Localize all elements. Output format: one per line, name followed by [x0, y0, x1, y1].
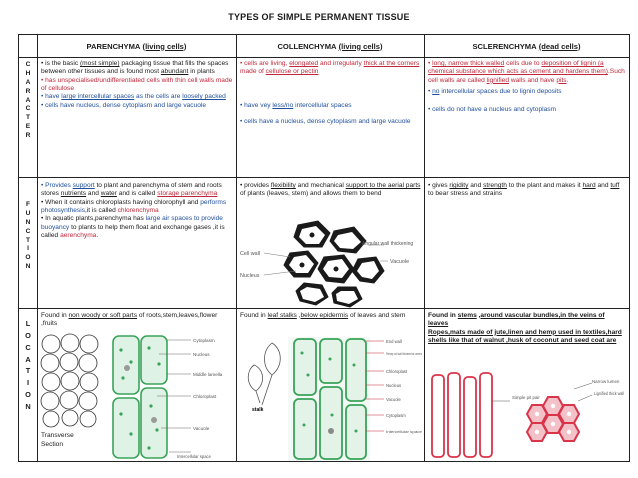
cell-shape — [41, 354, 59, 372]
cell-shape — [80, 373, 98, 391]
letter: A — [25, 96, 31, 104]
text: and — [595, 182, 611, 189]
lumen-dot — [551, 404, 555, 408]
letter: A — [25, 78, 31, 86]
text: . — [566, 76, 569, 84]
cell-shape — [464, 377, 476, 457]
cell-shape — [41, 392, 59, 410]
text: support — [72, 182, 95, 189]
text: large air spaces to provide buoyancy — [41, 215, 223, 231]
letter: N — [25, 263, 31, 271]
text: chlorenchyma — [117, 207, 159, 215]
function-collenchyma — [238, 181, 423, 200]
chloroplast-dot — [121, 376, 124, 379]
lumen-dot — [567, 412, 571, 416]
function-parenchyma — [39, 181, 235, 242]
nucleus-dot — [151, 417, 157, 423]
cell-shape — [62, 410, 78, 426]
text: below epidermis — [300, 312, 349, 319]
letter: F — [25, 201, 31, 208]
cell-shape — [60, 353, 78, 371]
chloroplast-dot — [147, 446, 150, 449]
text: • cells do not have a nucleus and cytoplasm — [428, 106, 557, 114]
text: .Such cell walls are called — [428, 68, 625, 84]
collenchyma-location-diagram — [238, 335, 423, 461]
cell-shape — [320, 387, 342, 459]
row-label-function — [19, 201, 37, 272]
text: Ropes,mats made of jute,linen and hemp used in textiles,hard shells like that of walnut ,husk of coconut and seed coat are — [428, 328, 622, 345]
divider — [19, 57, 629, 58]
chloroplast-dot — [119, 348, 122, 351]
header-sclerenchyma — [424, 35, 629, 57]
collenchyma-diagram — [238, 213, 423, 307]
text: Transverse Section — [41, 432, 74, 448]
letter: T — [25, 236, 31, 244]
chloroplast-dot — [329, 358, 332, 361]
cell-shape — [80, 411, 96, 427]
text: • cells have a nucleus, dense cytoplasm and large vacuole — [240, 118, 411, 126]
chloroplast-dot — [155, 428, 158, 431]
cell-shape — [432, 375, 444, 457]
chloroplast-dot — [149, 404, 152, 407]
text: • have — [41, 93, 62, 101]
text: in plants — [188, 68, 215, 76]
leaf-outline — [248, 365, 262, 391]
characters-collenchyma — [238, 59, 423, 127]
label-cytoplasm: Cytoplasm — [386, 413, 406, 418]
text: to bear stress and strains — [428, 190, 503, 198]
letter: O — [25, 390, 31, 400]
text: storage parenchyma — [157, 190, 218, 198]
header-collenchyma — [236, 35, 424, 57]
cell-shape — [320, 339, 342, 383]
text: • provides — [240, 182, 271, 189]
text: and is called — [116, 190, 158, 198]
label-cytoplasm: Cytoplasm — [193, 338, 215, 343]
chloroplast-dot — [147, 346, 150, 349]
letter: O — [25, 254, 31, 262]
text: • When it contains chloroplasts having chlorophyll and — [41, 198, 201, 206]
cell-shape — [79, 392, 97, 410]
text: cells due to — [504, 60, 542, 67]
divider — [19, 177, 629, 178]
text: ,it is called — [85, 207, 118, 215]
text: • Provides — [41, 182, 73, 189]
location-sclerenchyma — [426, 311, 628, 346]
cell-shape — [43, 411, 59, 427]
letter: T — [25, 114, 31, 122]
text: long, narrow thick walled — [432, 60, 505, 67]
text: flexibility — [270, 182, 296, 189]
text: • — [428, 60, 433, 67]
text: strength — [483, 182, 507, 189]
header-qualifier: (dead cells) — [538, 41, 581, 51]
chloroplast-dot — [301, 352, 304, 355]
nucleus-dot — [310, 233, 315, 238]
label-simple-pit: Simple pit pair — [512, 395, 540, 400]
text: and mechanical — [295, 182, 346, 189]
text: and — [86, 190, 101, 198]
nucleus-dot — [328, 428, 334, 434]
text: • is the basic — [41, 60, 80, 67]
chloroplast-dot — [307, 374, 310, 377]
text: less/no — [272, 101, 294, 109]
cell-shape — [61, 372, 79, 390]
text: aerenchyma — [60, 232, 97, 240]
letter: T — [25, 366, 31, 376]
text: tuff — [610, 182, 620, 189]
label-primary-wall: Primary cell wall thickened at corners — [386, 352, 423, 356]
text: to the plant and makes it — [506, 182, 583, 189]
header-name: PARENCHYMA — [86, 41, 141, 51]
text: leaf stalks — [267, 312, 297, 319]
text: • has unspecialised/undifferentiated cells with thin cell walls made of cellulose — [41, 76, 233, 93]
text: walls and have — [509, 76, 557, 84]
letter: L — [25, 319, 31, 328]
letter: U — [25, 209, 31, 217]
row-label-characters — [19, 61, 37, 141]
text: made of — [240, 68, 266, 76]
text: pits — [556, 76, 567, 84]
text: water — [100, 190, 117, 198]
header-qualifier: (living cells) — [338, 41, 383, 51]
label-middle-lamella: Middle lamella — [193, 372, 223, 377]
text: lignified — [486, 76, 510, 84]
label-lignified-wall: Lignified thick wall — [594, 391, 625, 396]
label-chloroplast: Chloroplast — [386, 369, 408, 374]
chloroplast-dot — [303, 424, 306, 427]
leaf-outline — [265, 343, 281, 375]
lumen-dot — [567, 430, 571, 434]
text: as the cells are — [134, 93, 183, 101]
nucleus-dot — [124, 365, 130, 371]
divider — [236, 35, 237, 461]
cell-shape — [294, 339, 316, 395]
label-vacuole: Vacuole — [390, 259, 410, 265]
text: cellulose or pectin — [265, 68, 319, 76]
text: of roots,stem,leaves,flower ,fruits — [41, 312, 218, 328]
label-stalk: stalk — [252, 407, 264, 413]
chloroplast-dot — [157, 362, 160, 365]
text: no — [432, 88, 440, 96]
nucleus-dot — [334, 267, 339, 272]
divider — [424, 35, 425, 461]
label-vacuole: Vacuole — [386, 397, 401, 402]
text: deposition of lignin (a chemical substance which acts as cement and hardens them) — [428, 60, 608, 76]
chloroplast-dot — [355, 430, 358, 433]
leader-line — [578, 395, 592, 401]
cell-shape — [42, 335, 60, 353]
cell-shape — [42, 373, 60, 391]
text: of leaves and stem — [348, 312, 406, 319]
function-sclerenchyma — [426, 181, 628, 200]
header-name: COLLENCHYMA — [277, 41, 337, 51]
text: Found in — [240, 312, 268, 319]
letter: I — [27, 245, 29, 253]
cell-shape — [448, 373, 460, 457]
text: Found in — [428, 312, 458, 319]
location-collenchyma — [238, 311, 423, 321]
text: and irregularly — [318, 60, 364, 67]
label-chloroplast: Chloroplast — [193, 394, 217, 399]
chloroplast-dot — [129, 432, 132, 435]
cell-shape — [60, 391, 78, 409]
text: rigidity — [449, 182, 469, 189]
chloroplast-dot — [353, 364, 356, 367]
characters-sclerenchyma — [426, 59, 628, 116]
text: . — [96, 232, 99, 240]
cell-shape — [141, 336, 167, 384]
letter: C — [25, 61, 31, 68]
letter: C — [25, 227, 31, 235]
label-nucleus: Nucleus — [240, 273, 260, 279]
label-vacuole: Vacuole — [193, 426, 210, 431]
text: (most simple) — [79, 60, 120, 67]
cell-shape — [113, 336, 139, 394]
chloroplast-dot — [119, 412, 122, 415]
cell-shape — [346, 339, 366, 401]
letter: N — [25, 401, 31, 411]
chloroplast-dot — [129, 360, 132, 363]
chloroplast-dot — [331, 414, 334, 417]
letter: N — [25, 218, 31, 226]
label-nucleus: Nucleus — [386, 383, 402, 388]
text: • In aquatic plants,parenchyma has — [41, 215, 146, 223]
label-nucleus: Nucleus — [193, 352, 210, 357]
cell-shape — [113, 398, 139, 458]
letter: C — [25, 105, 31, 113]
text: abundant — [160, 68, 189, 76]
letter: A — [25, 354, 31, 364]
letter: E — [25, 123, 31, 131]
text: support to the aerial parts — [345, 182, 421, 189]
label-cell-wall: Cell wall — [240, 251, 261, 257]
text: packaging tissue that fills the spaces between other tissues and is found most — [41, 60, 229, 76]
letter: R — [25, 87, 31, 95]
nucleus-dot — [300, 263, 305, 268]
text: Found in — [41, 312, 69, 319]
lumen-dot — [535, 412, 539, 416]
header-qualifier: (living cells) — [142, 41, 187, 51]
cell-shape — [61, 334, 79, 352]
row-label-location — [19, 318, 37, 413]
text: , — [296, 312, 301, 319]
divider — [37, 35, 38, 461]
tissue-table — [18, 34, 630, 462]
text: • — [428, 88, 433, 96]
cell-shape — [80, 335, 98, 353]
text: performs photosynthesis — [41, 198, 227, 215]
label-intercellular: Intercellular space — [177, 454, 211, 459]
sclerenchyma-diagram — [428, 371, 628, 461]
text: • have vey — [240, 101, 273, 109]
letter: H — [25, 69, 31, 77]
cell-shape — [79, 354, 97, 372]
text: thick at the corners — [363, 60, 420, 67]
text: large intercellular spaces — [61, 93, 135, 101]
characters-parenchyma — [39, 59, 235, 111]
text: of plants (leaves, stem) and allows them to bend — [240, 190, 382, 198]
text: to plant and parenchyma of stem and roots stores — [41, 182, 222, 198]
text: non woody or soft parts — [68, 312, 138, 319]
letter: O — [25, 330, 31, 340]
text: loosely packed — [182, 93, 226, 101]
text: to plants to help them float and exchange gases ,it is called — [41, 223, 225, 240]
letter: I — [26, 378, 30, 388]
text: around vascular bundles — [480, 312, 559, 319]
location-parenchyma — [39, 311, 235, 330]
text: elongated — [289, 60, 319, 67]
label-end-wall: End wall — [386, 339, 402, 344]
transverse-caption — [39, 431, 99, 450]
text: • cells have nucleus, dense cytoplasm and large vacuole — [41, 101, 207, 109]
text: • gives — [428, 182, 450, 189]
lumen-dot — [535, 430, 539, 434]
header-parenchyma — [37, 35, 236, 57]
label-angular-wall: Angular wall thickening — [362, 241, 414, 247]
label-intercellular: Intercellular space — [386, 430, 422, 434]
lumen-dot — [551, 422, 555, 426]
leader-line — [574, 383, 592, 389]
text: • cells are living, — [240, 60, 290, 67]
letter: R — [25, 132, 31, 140]
cell-shape — [480, 373, 492, 457]
text: intercellular spaces due to lignin deposits — [439, 88, 562, 96]
label-narrow-lumen: Narrow lumen — [592, 379, 620, 384]
divider — [19, 308, 629, 309]
cell-shape — [294, 399, 316, 459]
header-name: SCLERENCHYMA — [472, 41, 537, 51]
text: nutrients — [60, 190, 87, 198]
text: intercellular spaces — [293, 101, 352, 109]
text: hard — [582, 182, 596, 189]
text: and — [468, 182, 484, 189]
text: stems — [457, 312, 477, 319]
text: ,in the veins of leaves — [428, 312, 605, 328]
letter: C — [25, 342, 31, 352]
text: , — [476, 312, 481, 319]
page-title: TYPES OF SIMPLE PERMANENT TISSUE — [228, 12, 410, 22]
leader-line — [264, 253, 290, 257]
